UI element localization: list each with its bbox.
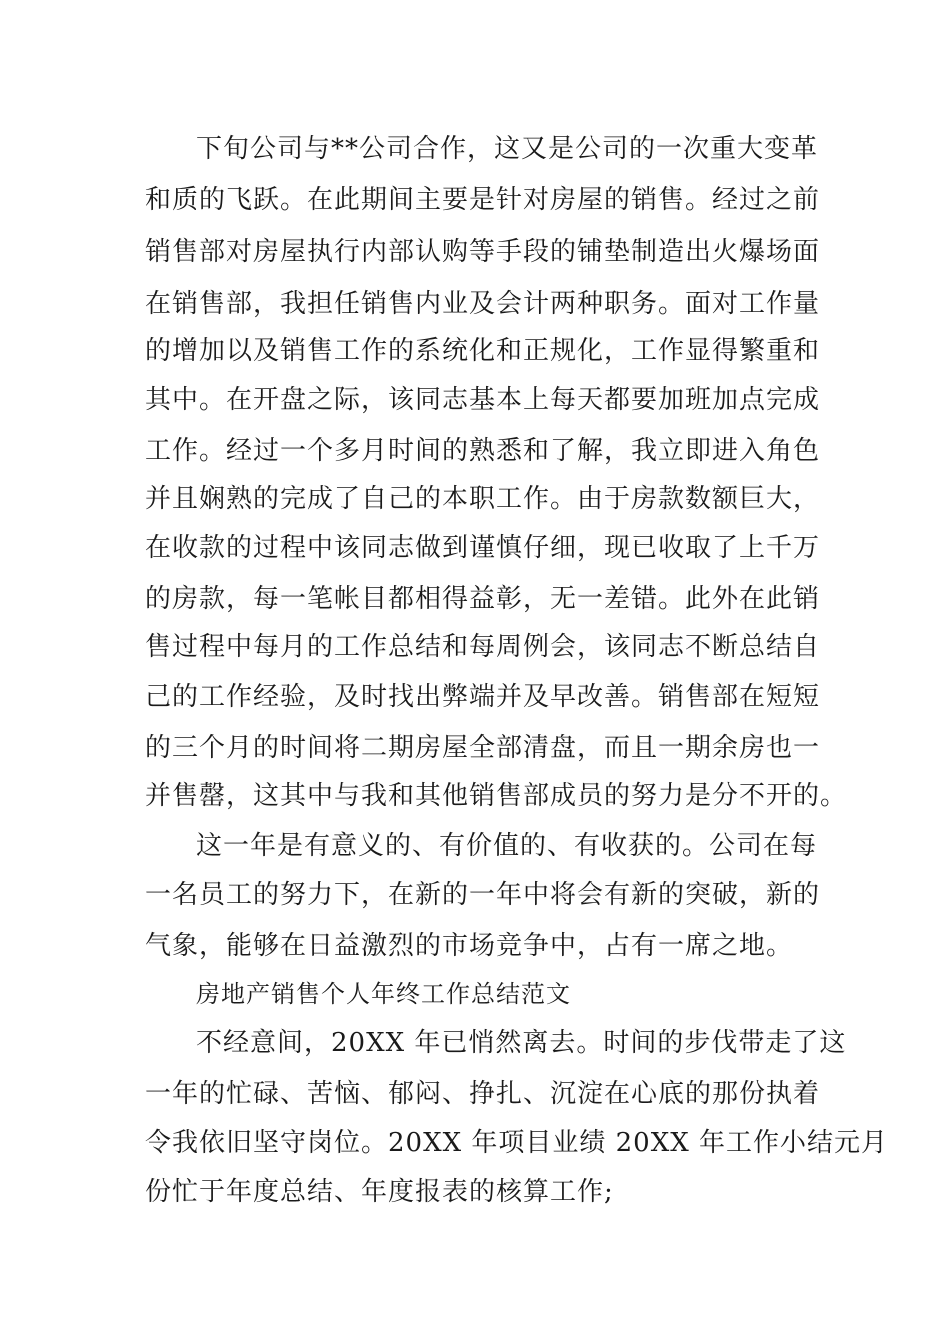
text-line: 的三个月的时间将二期房屋全部清盘，而且一期余房也一 xyxy=(145,733,821,763)
text-line: 并且娴熟的完成了自己的本职工作。由于房款数额巨大， xyxy=(145,484,821,514)
text-line: 在收款的过程中该同志做到谨慎仔细，现已收取了上千万 xyxy=(145,533,821,563)
text-line: 售过程中每月的工作总结和每周例会，该同志不断总结自 xyxy=(145,632,821,662)
text-line: 下旬公司与**公司合作，这又是公司的一次重大变革 xyxy=(196,134,819,164)
text-line: 这一年是有意义的、有价值的、有收获的。公司在每 xyxy=(196,831,818,861)
text-line: 在销售部，我担任销售内业及会计两种职务。面对工作量 xyxy=(145,289,821,319)
text-line: 不经意间，20XX 年已悄然离去。时间的步伐带走了这 xyxy=(196,1028,847,1058)
text-line: 令我依旧坚守岗位。20XX 年项目业绩 20XX 年工作小结元月 xyxy=(145,1128,889,1158)
text-line: 份忙于年度总结、年度报表的核算工作; xyxy=(145,1177,614,1207)
text-line: 己的工作经验，及时找出弊端并及早改善。销售部在短短 xyxy=(145,682,821,712)
text-line: 其中。在开盘之际，该同志基本上每天都要加班加点完成 xyxy=(145,385,821,415)
text-line: 的增加以及销售工作的系统化和正规化，工作显得繁重和 xyxy=(145,336,821,366)
text-line: 一名员工的努力下，在新的一年中将会有新的突破，新的 xyxy=(145,880,821,910)
text-line: 的房款，每一笔帐目都相得益彰，无一差错。此外在此销 xyxy=(145,584,821,614)
text-line: 销售部对房屋执行内部认购等手段的铺垫制造出火爆场面 xyxy=(145,237,821,267)
text-line: 一年的忙碌、苦恼、郁闷、挣扎、沉淀在心底的那份执着 xyxy=(145,1079,821,1109)
text-line: 气象，能够在日益激烈的市场竞争中，占有一席之地。 xyxy=(145,931,794,961)
text-line: 和质的飞跃。在此期间主要是针对房屋的销售。经过之前 xyxy=(145,185,821,215)
text-line: 工作。经过一个多月时间的熟悉和了解，我立即进入角色 xyxy=(145,436,821,466)
section-heading: 房地产销售个人年终工作总结范文 xyxy=(196,980,571,1008)
text-line: 并售罄，这其中与我和其他销售部成员的努力是分不开的。 xyxy=(145,781,848,811)
